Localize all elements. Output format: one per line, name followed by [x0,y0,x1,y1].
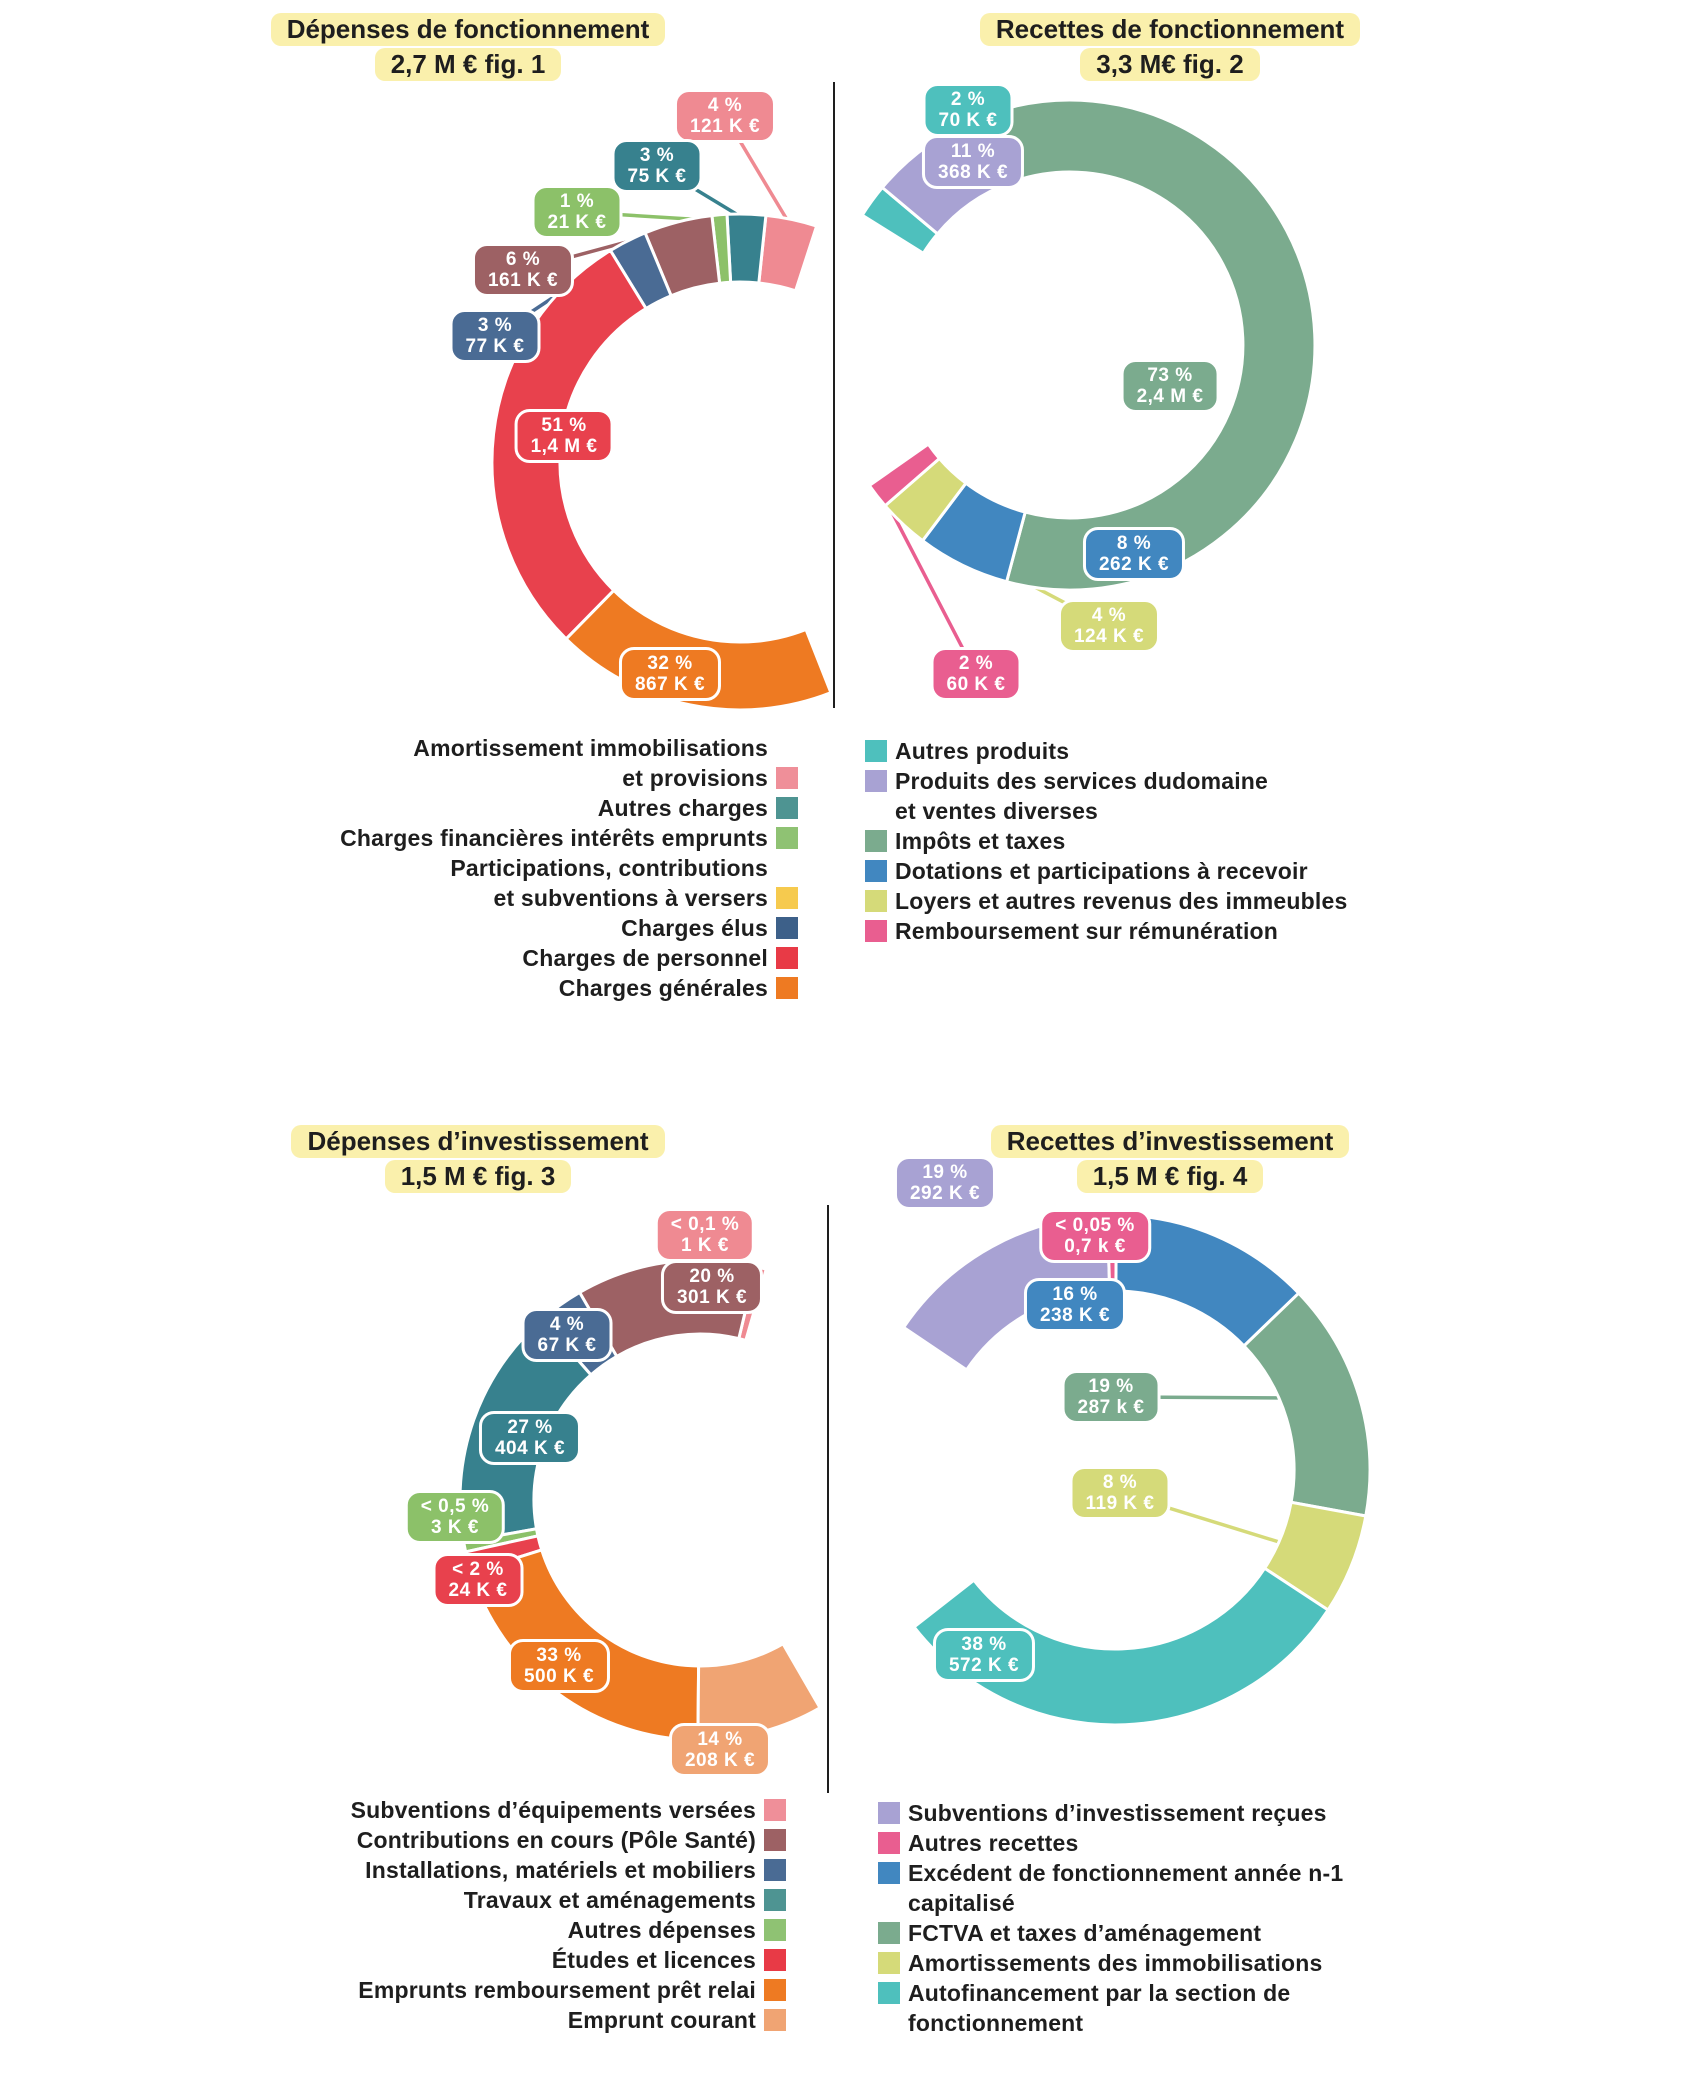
callout-value: 77 K € [465,336,525,357]
fig3-callout-6 [508,1639,610,1693]
callout-pct: 4 % [707,95,743,116]
legend-swatch [865,890,887,912]
legend-label: Subventions d’équipements versées [350,1797,756,1823]
fig4-legend-item-2 [878,1858,1343,1918]
fig4-callout-3 [1062,1370,1161,1424]
fig1-callout-3 [472,243,574,297]
callout-pct: 51 % [541,415,587,436]
callout-pct: 2 % [958,653,994,674]
fig3-callout-0 [655,1208,755,1262]
fig1-title-line2: 2,7 M € fig. 1 [375,48,562,81]
legend-swatch [776,947,798,969]
fig3-legend-item-4 [351,1915,786,1945]
callout-value: 1 K € [681,1235,729,1256]
fig4-title [870,1124,1470,1194]
callout-pct: 8 % [1102,1472,1138,1493]
legend-swatch [776,767,798,789]
fig1-legend-item-4 [340,913,798,943]
fig3-callout-3 [479,1411,581,1465]
fig1-legend-item-2 [340,823,798,853]
legend-label: Charges financières intérêts emprunts [340,825,768,851]
callout-pct: 27 % [507,1417,553,1438]
legend-swatch [764,1859,786,1881]
fig3-legend [351,1795,786,2035]
callout-pct: 4 % [1091,605,1127,626]
legend-swatch [764,1949,786,1971]
legend-swatch [764,1829,786,1851]
callout-pct: 73 % [1147,365,1193,386]
legend-label: Installations, matériels et mobiliers [365,1857,756,1883]
callout-pct: 20 % [689,1266,735,1287]
callout-value: 21 K € [547,212,607,233]
fig1-legend-item-5 [340,943,798,973]
legend-swatch [764,1919,786,1941]
fig2-legend-item-2 [865,826,1347,856]
callout-value: 0,7 k € [1064,1236,1126,1257]
callout-pct: 33 % [536,1645,582,1666]
fig4-title-line1: Recettes d’investissement [991,1125,1350,1158]
fig3-title-line1: Dépenses d’investissement [291,1125,664,1158]
fig1-title [168,12,768,82]
fig4-legend-item-5 [878,1978,1343,2038]
legend-swatch [878,1922,900,1944]
fig1-legend [340,733,798,1003]
legend-swatch [776,797,798,819]
legend-label: Impôts et taxes [895,828,1066,854]
legend-label: Emprunts remboursement prêt relai [358,1977,756,2003]
fig4-callout-2 [1024,1278,1126,1332]
callout-value: 500 K € [523,1666,595,1687]
fig1-donut-slice-1 [727,214,766,283]
legend-label: Remboursement sur rémunération [895,918,1279,944]
legend-label: Contributions en cours (Pôle Santé) [356,1827,756,1853]
fig3-title-line2: 1,5 M € fig. 3 [385,1160,572,1193]
legend-swatch [865,860,887,882]
legend-swatch [878,1802,900,1824]
callout-pct: < 0,1 % [670,1214,740,1235]
callout-pct: 19 % [922,1162,968,1183]
legend-swatch [764,1889,786,1911]
callout-pct: 3 % [639,145,675,166]
legend-label: Loyers et autres revenus des immeubles [895,888,1348,914]
fig1-callout-4 [450,309,541,363]
fig4-donut-slice-3 [1244,1293,1370,1516]
callout-pct: 11 % [950,141,996,162]
fig1-callout-2 [532,185,623,239]
fig4-legend-item-1 [878,1828,1343,1858]
fig2-title-line1: Recettes de fonctionnement [980,13,1360,46]
callout-value: 208 K € [684,1750,756,1771]
fig2-legend-item-3 [865,856,1347,886]
callout-pct: 2 % [950,89,986,110]
fig1-callout-5 [515,409,614,463]
callout-pct: < 2 % [452,1559,504,1580]
fig2-legend-item-1 [865,766,1347,826]
fig3-callout-1 [661,1260,763,1314]
callout-value: 2,4 M € [1136,386,1204,407]
legend-label: Subventions d’investissement reçues [908,1800,1327,1826]
fig2-callout-0 [923,83,1014,137]
legend-swatch [865,920,887,942]
fig1-callout-6 [619,647,721,701]
fig4-callout-1 [1039,1209,1151,1263]
callout-pct: 32 % [647,653,693,674]
legend-swatch [776,977,798,999]
callout-pct: 3 % [477,315,513,336]
callout-pct: 4 % [549,1314,585,1335]
fig1-title-line1: Dépenses de fonctionnement [271,13,666,46]
fig1-legend-item-3 [340,853,798,913]
fig2-callout-4 [1058,599,1160,653]
fig1-legend-item-1 [340,793,798,823]
callout-value: 75 K € [627,166,687,187]
fig3-callout-4 [405,1490,505,1544]
legend-label: Produits des services dudomaine et ventes diverses [895,768,1269,824]
legend-swatch [878,1982,900,2004]
callout-pct: < 0,05 % [1055,1215,1135,1236]
legend-swatch [865,830,887,852]
legend-swatch [764,1979,786,2001]
legend-swatch [865,770,887,792]
legend-swatch [776,887,798,909]
callout-value: 238 K € [1039,1305,1111,1326]
callout-pct: 1 % [559,191,595,212]
callout-value: 3 K € [431,1517,479,1538]
fig2-callout-5 [931,647,1022,701]
callout-value: 67 K € [537,1335,597,1356]
legend-label: Dotations et participations à recevoir [895,858,1308,884]
fig3-legend-item-7 [351,2005,786,2035]
callout-value: 572 K € [948,1655,1020,1676]
fig4-legend-item-4 [878,1948,1343,1978]
callout-value: 60 K € [946,674,1006,695]
fig3-legend-item-0 [351,1795,786,1825]
legend-swatch [878,1952,900,1974]
legend-label: Participations, contributions et subventions à versers [450,855,768,911]
fig2-legend-item-4 [865,886,1347,916]
fig3-legend-item-6 [351,1975,786,2005]
legend-label: Études et licences [551,1947,756,1973]
legend-swatch [776,827,798,849]
fig1-legend-item-0 [340,733,798,793]
fig2-legend-item-0 [865,736,1347,766]
callout-value: 368 K € [937,162,1009,183]
callout-pct: 16 % [1052,1284,1098,1305]
legend-label: Travaux et aménagements [463,1887,756,1913]
fig1-callout-0 [674,89,776,143]
fig3-callout-2 [522,1308,613,1362]
legend-label: Autres dépenses [567,1917,756,1943]
fig3-callout-7 [669,1723,771,1777]
callout-value: 121 K € [689,116,761,137]
fig3-legend-item-5 [351,1945,786,1975]
callout-pct: 19 % [1088,1376,1134,1397]
fig2-legend [865,736,1347,946]
legend-label: Excédent de fonctionnement année n-1 capitalisé [908,1860,1344,1916]
legend-swatch [865,740,887,762]
legend-label: Emprunt courant [567,2007,756,2033]
legend-label: Amortissement immobilisations et provisions [413,735,768,791]
fig2-title-line2: 3,3 M€ fig. 2 [1080,48,1259,81]
fig2-callout-2 [1121,359,1220,413]
legend-label: Autofinancement par la section de fonctionnement [908,1980,1291,2036]
legend-label: Charges élus [621,915,768,941]
fig2-callout-1 [922,135,1024,189]
fig4-legend-item-3 [878,1918,1343,1948]
callout-value: 262 K € [1098,554,1170,575]
fig4-callout-5 [933,1628,1035,1682]
callout-value: 124 K € [1073,626,1145,647]
callout-pct: 8 % [1116,533,1152,554]
legend-swatch [776,917,798,939]
callout-value: 867 K € [634,674,706,695]
fig3-legend-item-2 [351,1855,786,1885]
fig4-legend [878,1798,1343,2038]
fig1-legend-item-6 [340,973,798,1003]
fig3-callout-5 [433,1553,524,1607]
callout-value: 301 K € [676,1287,748,1308]
fig1-callout-1 [612,139,703,193]
fig2-title [870,12,1470,82]
callout-pct: 14 % [697,1729,743,1750]
fig3-legend-item-3 [351,1885,786,1915]
callout-pct: 38 % [961,1634,1007,1655]
fig4-legend-item-0 [878,1798,1343,1828]
callout-value: 161 K € [487,270,559,291]
legend-label: Autres charges [597,795,768,821]
legend-label: Charges de personnel [522,945,768,971]
fig3-legend-item-1 [351,1825,786,1855]
legend-swatch [878,1862,900,1884]
callout-value: 119 K € [1085,1493,1155,1514]
callout-value: 70 K € [938,110,998,131]
fig2-legend-item-5 [865,916,1347,946]
callout-pct: 6 % [505,249,541,270]
callout-value: 292 K € [909,1183,981,1204]
fig4-callout-4 [1070,1466,1171,1520]
fig2-donut-slice-2 [986,100,1315,590]
legend-label: Charges générales [558,975,768,1001]
legend-label: Autres recettes [908,1830,1079,1856]
fig2-callout-3 [1083,527,1185,581]
fig1-donut-slice-0 [759,215,817,290]
legend-swatch [878,1832,900,1854]
callout-value: 1,4 M € [530,436,598,457]
callout-value: 24 K € [448,1580,508,1601]
legend-label: FCTVA et taxes d’aménagement [908,1920,1262,1946]
callout-pct: < 0,5 % [420,1496,490,1517]
legend-label: Autres produits [895,738,1070,764]
callout-value: 287 k € [1077,1397,1145,1418]
callout-value: 404 K € [494,1438,566,1459]
fig3-title [178,1124,778,1194]
legend-swatch [764,2009,786,2031]
legend-label: Amortissements des immobilisations [908,1950,1323,1976]
legend-swatch [764,1799,786,1821]
fig4-title-line2: 1,5 M € fig. 4 [1077,1160,1264,1193]
